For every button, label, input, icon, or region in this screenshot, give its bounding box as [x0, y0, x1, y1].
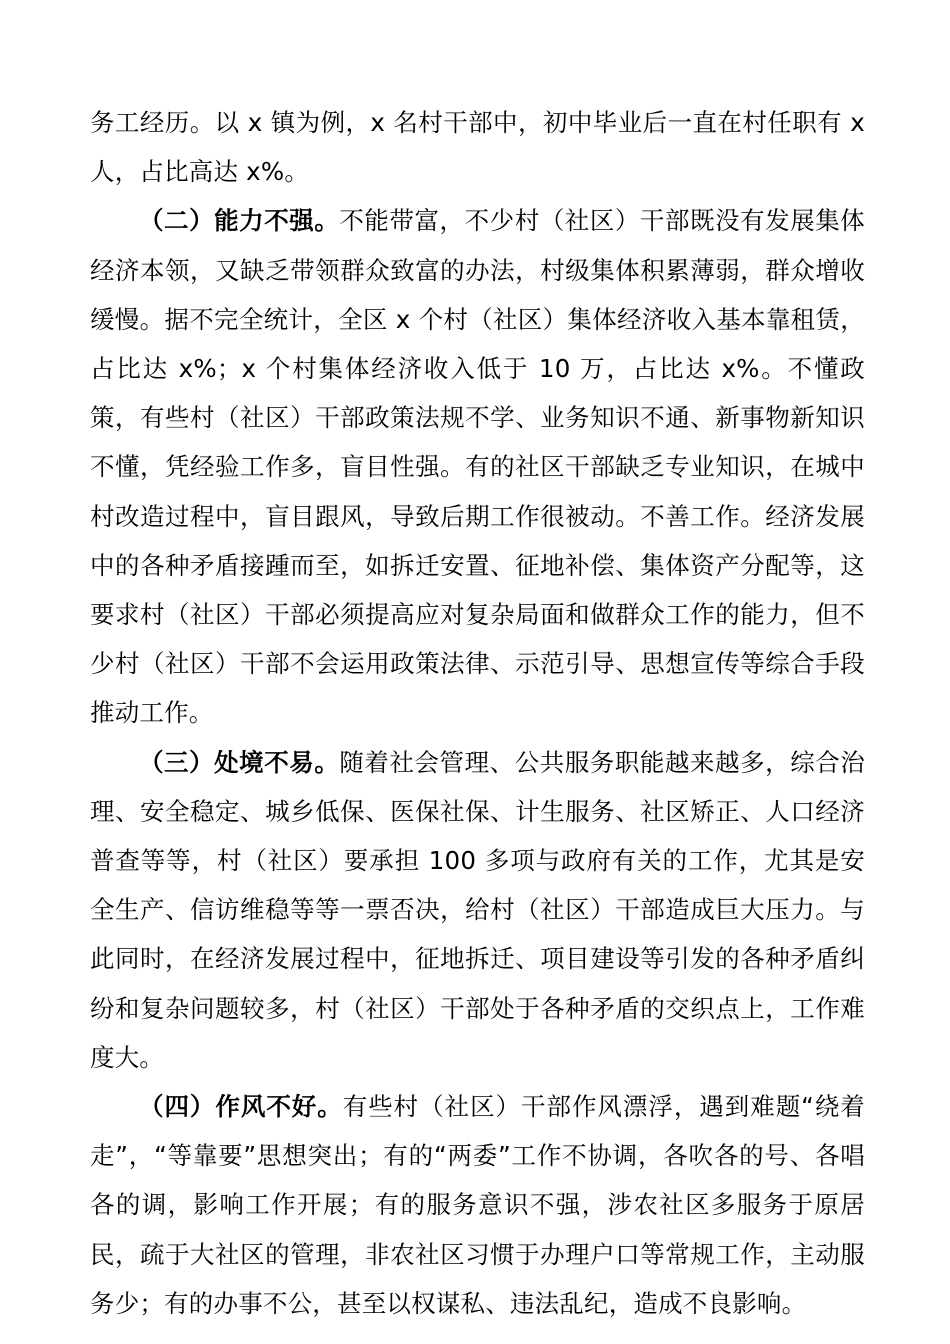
paragraph-text: 有些村（社区）干部作风漂浮，遇到难题“绕着走”，“等靠要”思想突出；有的“两委”工作不协调，各吹各的号、各唱各的调，影响工作开展；有的服务意识不强，涉农社区多服务于原居民，疏于大社区的管理，非农社区习惯于办理户口等常规工作，主动服务少；有的办事不公，甚至以权谋私、违法乱纪，造成不良影响。	[90, 1092, 865, 1318]
paragraph-text: 务工经历。以 x 镇为例，x 名村干部中，初中毕业后一直在村任职有 x 人，占比高达 x%。	[90, 108, 865, 187]
section-heading-style: （四）作风不好。	[139, 1092, 343, 1122]
paragraph-style	[90, 1082, 865, 1328]
section-heading-ability: （二）能力不强。	[139, 206, 340, 236]
paragraph-continuation	[90, 98, 865, 196]
paragraph-situation	[90, 738, 865, 1082]
document-page	[90, 98, 865, 1328]
paragraph-ability	[90, 196, 865, 737]
section-heading-situation: （三）处境不易。	[139, 747, 340, 777]
paragraph-text: 随着社会管理、公共服务职能越来越多，综合治理、安全稳定、城乡低保、医保社保、计生服务、社区矫正、人口经济普查等等，村（社区）要承担 100 多项与政府有关的工作，尤其是安全生产、信访维稳等等一票否决，给村（社区）干部造成巨大压力。与此同时，在经济发展过程中，征地拆迁、项目建设等引发的各种矛盾纠纷和复杂问题较多，村（社区）干部处于各种矛盾的交织点上，工作难度大。	[90, 747, 865, 1072]
paragraph-text: 不能带富，不少村（社区）干部既没有发展集体经济本领，又缺乏带领群众致富的办法，村级集体积累薄弱，群众增收缓慢。据不完全统计，全区 x 个村（社区）集体经济收入基本靠租赁，占比达 x%；x 个村集体经济收入低于 10 万，占比达 x%。不懂政策，有些村（社区）干部政策法规不学、业务知识不通、新事物新知识不懂，凭经验工作多，盲目性强。有的社区干部缺乏专业知识，在城中村改造过程中，盲目跟风，导致后期工作很被动。不善工作。经济发展中的各种矛盾接踵而至，如拆迁安置、征地补偿、集体资产分配等，这要求村（社区）干部必须提高应对复杂局面和做群众工作的能力，但不少村（社区）干部不会运用政策法律、示范引导、思想宣传等综合手段推动工作。	[90, 206, 865, 728]
